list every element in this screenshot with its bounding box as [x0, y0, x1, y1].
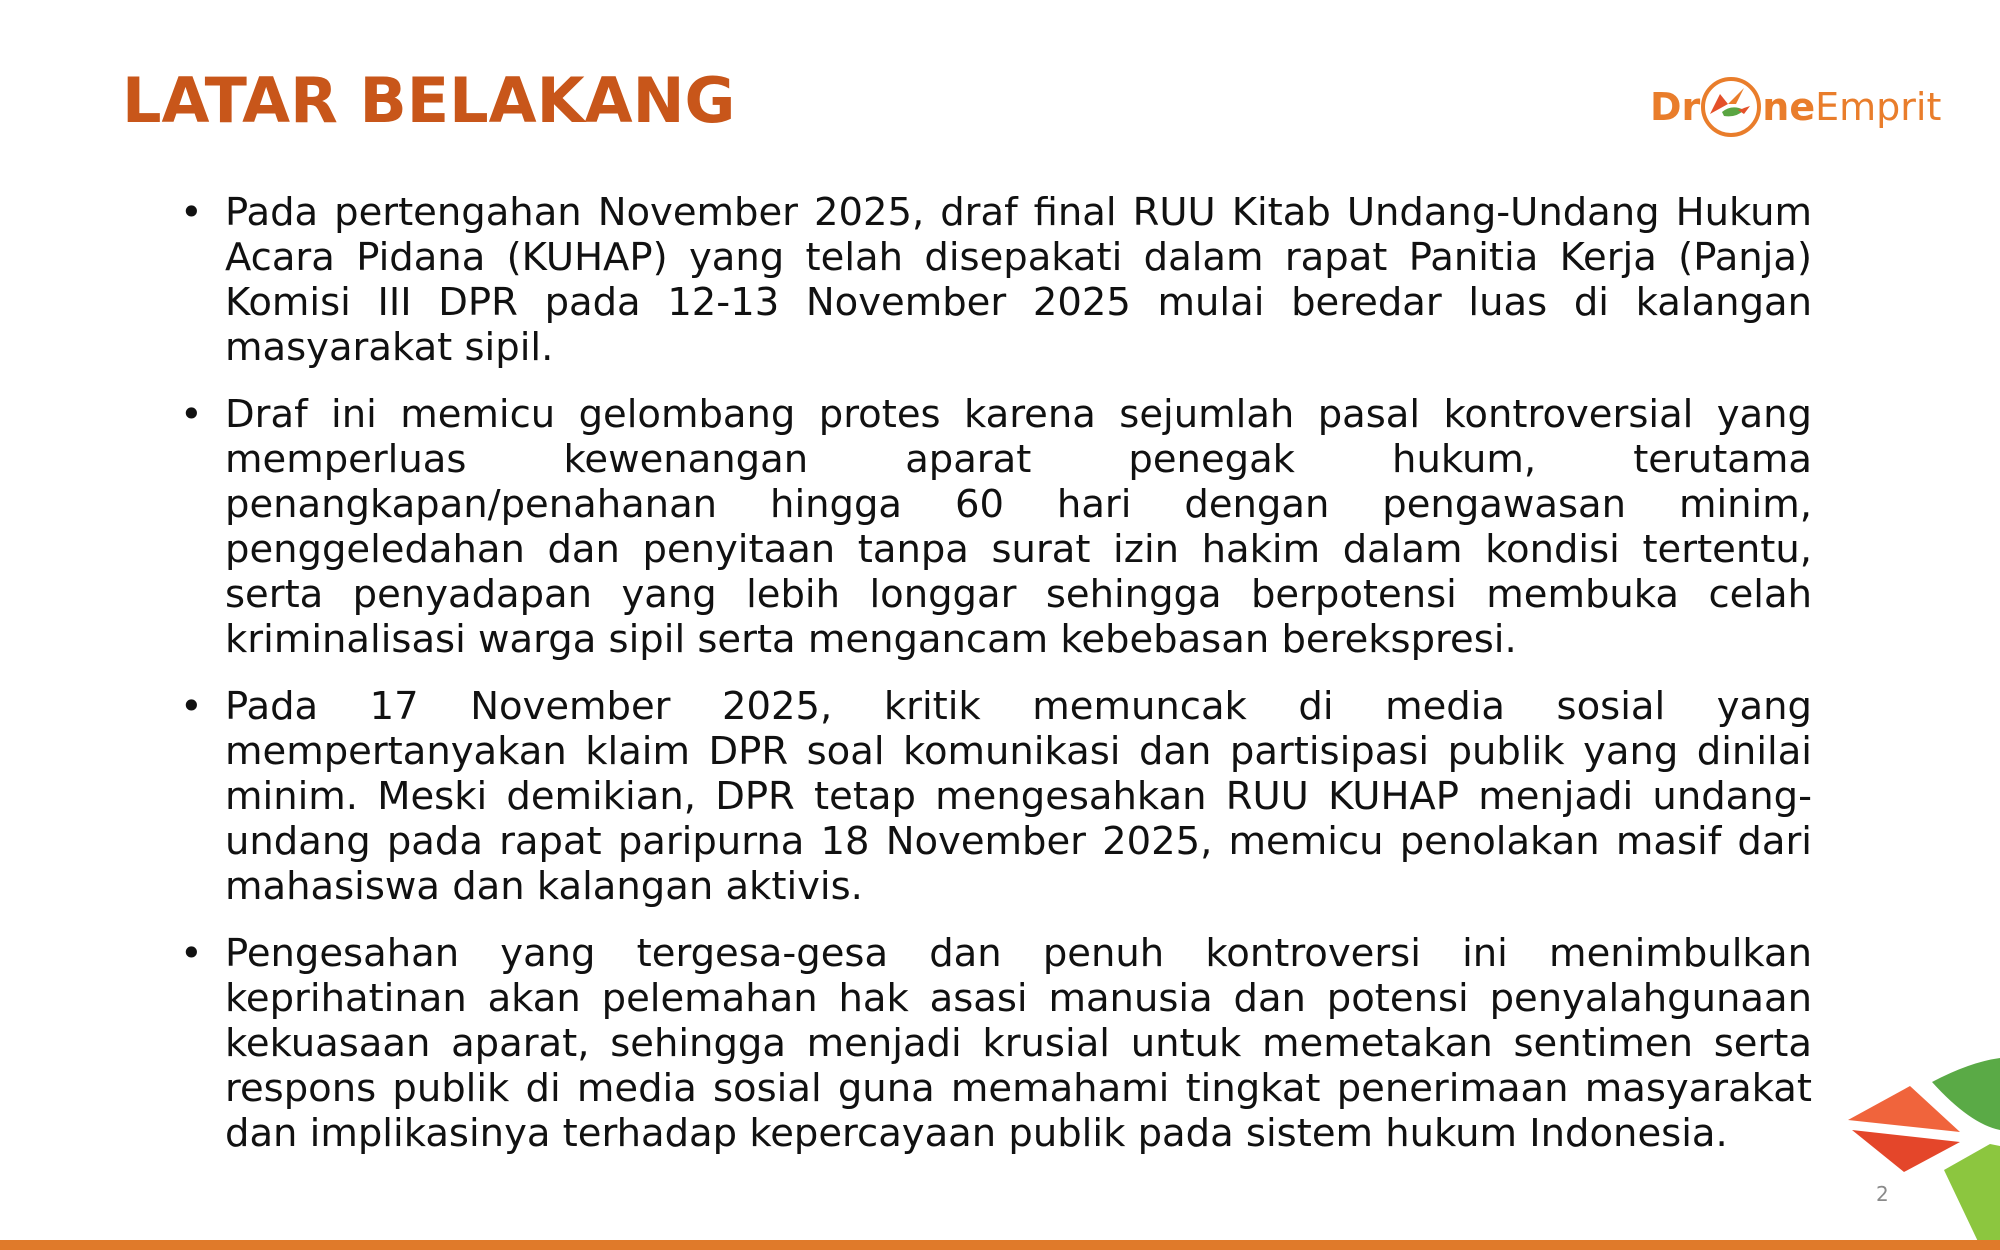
slide-title: LATAR BELAKANG — [122, 64, 736, 137]
bullet-text: Draf ini memicu gelombang protes karena sejumlah pasal kontroversial yang memperluas kewenangan aparat penegak hukum, terutama penangkapan/penahanan hingga 60 hari dengan pengawasan minim, penggeledahan dan penyitaan tanpa surat izin hakim dalam kondisi tertentu, serta penyadapan yang lebih longgar sehingga berpotensi membuka celah kriminalisasi warga sipil serta mengancam kebebasan berekspresi. — [225, 392, 1812, 662]
corner-decoration-shapes — [1840, 1050, 2000, 1250]
bullet-dot: • — [180, 392, 203, 437]
bullet-item — [180, 392, 1812, 662]
deco-lightgreen-shape — [1944, 1144, 2000, 1250]
logo-text-emprit: Emprit — [1815, 85, 1942, 129]
logo-text-dr: Dr — [1650, 85, 1701, 129]
bullet-dot: • — [180, 931, 203, 976]
drone-bird-logo-icon — [1698, 74, 1764, 140]
deco-red-shape — [1852, 1130, 1960, 1172]
bullet-dot: • — [180, 684, 203, 729]
bottom-accent-bar — [0, 1240, 2000, 1250]
bullet-item — [180, 684, 1812, 909]
logo-text-ne: ne — [1762, 85, 1816, 129]
bullet-item — [180, 931, 1812, 1156]
droneemprit-logo — [1650, 72, 1941, 142]
bullet-list — [180, 190, 1812, 1178]
bullet-text: Pada pertengahan November 2025, draf final RUU Kitab Undang-Undang Hukum Acara Pidana (KUHAP) yang telah disepakati dalam rapat Panitia Kerja (Panja) Komisi III DPR pada 12-13 November 2025 mulai beredar luas di kalangan masyarakat sipil. — [225, 190, 1812, 370]
bullet-text: Pengesahan yang tergesa-gesa dan penuh kontroversi ini menimbulkan keprihatinan akan pelemahan hak asasi manusia dan potensi penyalahgunaan kekuasaan aparat, sehingga menjadi krusial untuk memetakan sentimen serta respons publik di media sosial guna memahami tingkat penerimaan masyarakat dan implikasinya terhadap kepercayaan publik pada sistem hukum Indonesia. — [225, 931, 1812, 1156]
page-number: 2 — [1876, 1182, 1889, 1206]
bullet-item — [180, 190, 1812, 370]
bullet-dot: • — [180, 190, 203, 235]
bullet-text: Pada 17 November 2025, kritik memuncak di media sosial yang mempertanyakan klaim DPR soal komunikasi dan partisipasi publik yang dinilai minim. Meski demikian, DPR tetap mengesahkan RUU KUHAP menjadi undang-undang pada rapat paripurna 18 November 2025, memicu penolakan masif dari mahasiswa dan kalangan aktivis. — [225, 684, 1812, 909]
